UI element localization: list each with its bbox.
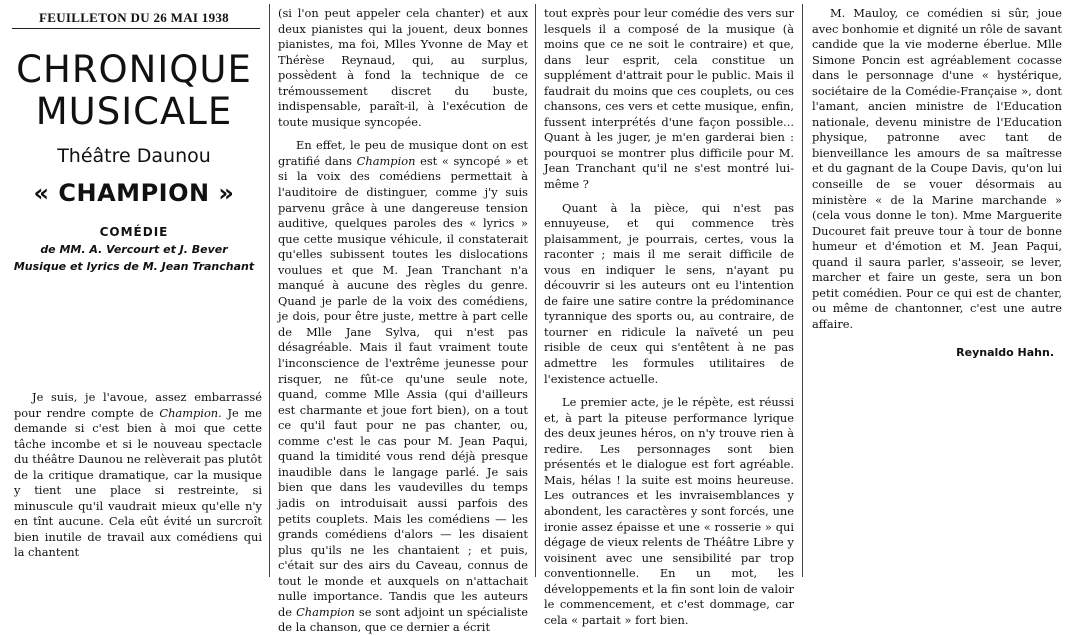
article-body-col-2 xyxy=(272,6,534,636)
paragraph-4: Le premier acte, je le répète, est réussi et, à part la piteuse performance lyrique des deux jeunes héros, on n'y trouve rien à redire. Les personnages sont bien présentés et le dialogue est fort agréable. Mais, hélas ! la suite est moins heureuse. Les outrances et les invraisemblances y abondent, les caractères y sont forcés, une ironie assez épaisse et une « rosserie » qui dégage de vieux relents de Théâtre Libre y voisinent avec une sensibilité par trop conventionnelle. En un mot, les développements et la fin sont loin de valoir le commencement, et c'est dommage, car cela « partait » fort bien. xyxy=(544,395,794,627)
column-3 xyxy=(538,0,800,627)
column-1 xyxy=(0,0,268,579)
music-credit: Musique et lyrics de M. Jean Tranchant xyxy=(13,260,255,273)
column-4 xyxy=(806,0,1068,579)
authors-credit: de MM. A. Vercourt et J. Bever xyxy=(40,243,228,256)
genre-label: COMÉDIE xyxy=(99,225,169,239)
theatre-name: Théâtre Daunou xyxy=(57,145,211,167)
paragraph-1: Je suis, je l'avoue, assez embarrassé pour rendre compte de Champion. Je me demande si c'est bien à moi que cette tâche incombe et si le nouveau spectacle du théâtre Daunou ne relèverait pas plutôt de la critique dramatique, car la musique y tient une place si restreinte, si minuscule qu'il vaudrait mieux qu'elle n'y en tînt aucune. Cela eût évité un surcroît bien inutile de travail aux comédiens qui la chantent xyxy=(14,390,263,560)
paragraph-3: Quant à la pièce, qui n'est pas ennuyeuse, et qui commence très plaisamment, je pourrais, certes, vous la raconter ; mais il me serait difficile de vous en indiquer le sens, n'ayant pu découvrir si les auteurs ont eu l'intention de faire une satire contre la prédominance tyrannique des sports ou, au contraire, de tourner en ridicule la naïveté un peu risible de ceux qui s'entêtent à ne pas admettre les formules utilitaires de l'existence actuelle. xyxy=(544,200,794,386)
column-divider xyxy=(535,4,536,577)
paragraph-2: En effet, le peu de musique dont on est gratifié dans Champion est « syncopé » et si la voix des comédiens permettait à l'auditoire de distinguer, comme j'y suis parvenu grâce à une dangereuse tension auditive, quelques paroles des « lyrics » que cette musique véhicule, il constaterait qu'elles subissent toutes les dislocations voulues et que M. Jean Tranchant n'a manqué à aucune des règles du genre. Quand je parle de la voix des comédiens, je dois, pour être juste, mettre à part celle de Mlle Jane Sylva, qui n'est pas désagréable. Mais il faut vraiment toute l'inconscience de l'extrême jeunesse pour risquer, ne fût-ce qu'une seule note, quand, comme Mlle Assia (qui d'ailleurs est charmante et joue fort bien), on a tout ce qu'il faut pour ne pas chanter, ou, comme c'est le cas pour M. Jean Paqui, quand la timidité vous rend déjà presque inaudible dans le langage parlé. Je sais bien que dans les vaudevilles du temps jadis on introduisait aussi parfois des petits couplets. Mais les comédiens — les grands comédiens d'alors — les disaient plus qu'ils ne les chantaient ; et puis, c'était sur des airs du Caveau, connus de tout le monde et auxquels on n'attachait nulle importance. Tandis que les auteurs de Champion se sont adjoint un spécialiste de la chanson, que ce dernier a écrit xyxy=(278,138,528,635)
section-title-line-1: CHRONIQUE xyxy=(16,48,252,91)
paragraph-5: M. Mauloy, ce comédien si sûr, joue avec bonhomie et dignité un rôle de savant candide que la vie moderne éberlue. Mlle Simone Poncin est agréablement cocasse dans le personnage d'une « hystérique, sociétaire de la Comédie-Française », dont l'amant, ancien ministre de l'Education nationale, devenu ministre de l'Education physique, patronne avec tant de bienveillance les amours de sa maîtresse et du gagnant de la Coupe Davis, qu'on lui conseille de se vouer désormais au ministère « de la Marine marchande » (cela vous donne le ton). Mme Marguerite Ducouret fait preuve tour à tour de bonne humeur et d'émotion et M. Jean Paqui, quand il saura parler, s'asseoir, se lever, marcher et faire un geste, sera un bon petit comédien. Pour ce qui est de chanter, ou même de chantonner, c'est une autre affaire. xyxy=(812,6,1062,331)
column-divider xyxy=(269,4,270,577)
column-2 xyxy=(272,0,534,635)
kicker-divider xyxy=(12,28,260,29)
article-body-col-4 xyxy=(806,6,1068,332)
column-divider xyxy=(802,4,803,577)
section-title-line-2: MUSICALE xyxy=(35,90,233,133)
article-body-col-1 xyxy=(0,390,268,561)
article-body-col-3 xyxy=(538,6,800,628)
play-title: « CHAMPION » xyxy=(33,179,235,207)
paragraph-2-continued: tout exprès pour leur comédie des vers sur lesquels il a composé de la musique (à moins que ce ne soit le contraire) et que, dans leur esprit, cela constitue un supplément d'attrait pour le public. Mais il faudrait du moins que ces couplets, ou ces chansons, ces vers et cette musique, enfin, fussent interprétés d'une façon possible... Quant à les juger, je m'en garderai bien : pourquoi se montrer plus difficile pour M. Jean Tranchant qu'il ne s'est montré lui-même ? xyxy=(544,6,794,192)
paragraph-1-continued: (si l'on peut appeler cela chanter) et aux deux pianistes qui la jouent, deux bonnes pianistes, ma foi, Mlles Yvonne de May et Thérèse Reynaud, qui, au surplus, possèdent à fond la technique de ce trémoussement discret du buste, indispensable, paraît-il, à l'exécution de toute musique syncopée. xyxy=(278,6,528,129)
author-signature: Reynaldo Hahn. xyxy=(956,346,1054,360)
feuilleton-date: FEUILLETON DU 26 MAI 1938 xyxy=(38,10,229,25)
section-title xyxy=(0,49,268,133)
